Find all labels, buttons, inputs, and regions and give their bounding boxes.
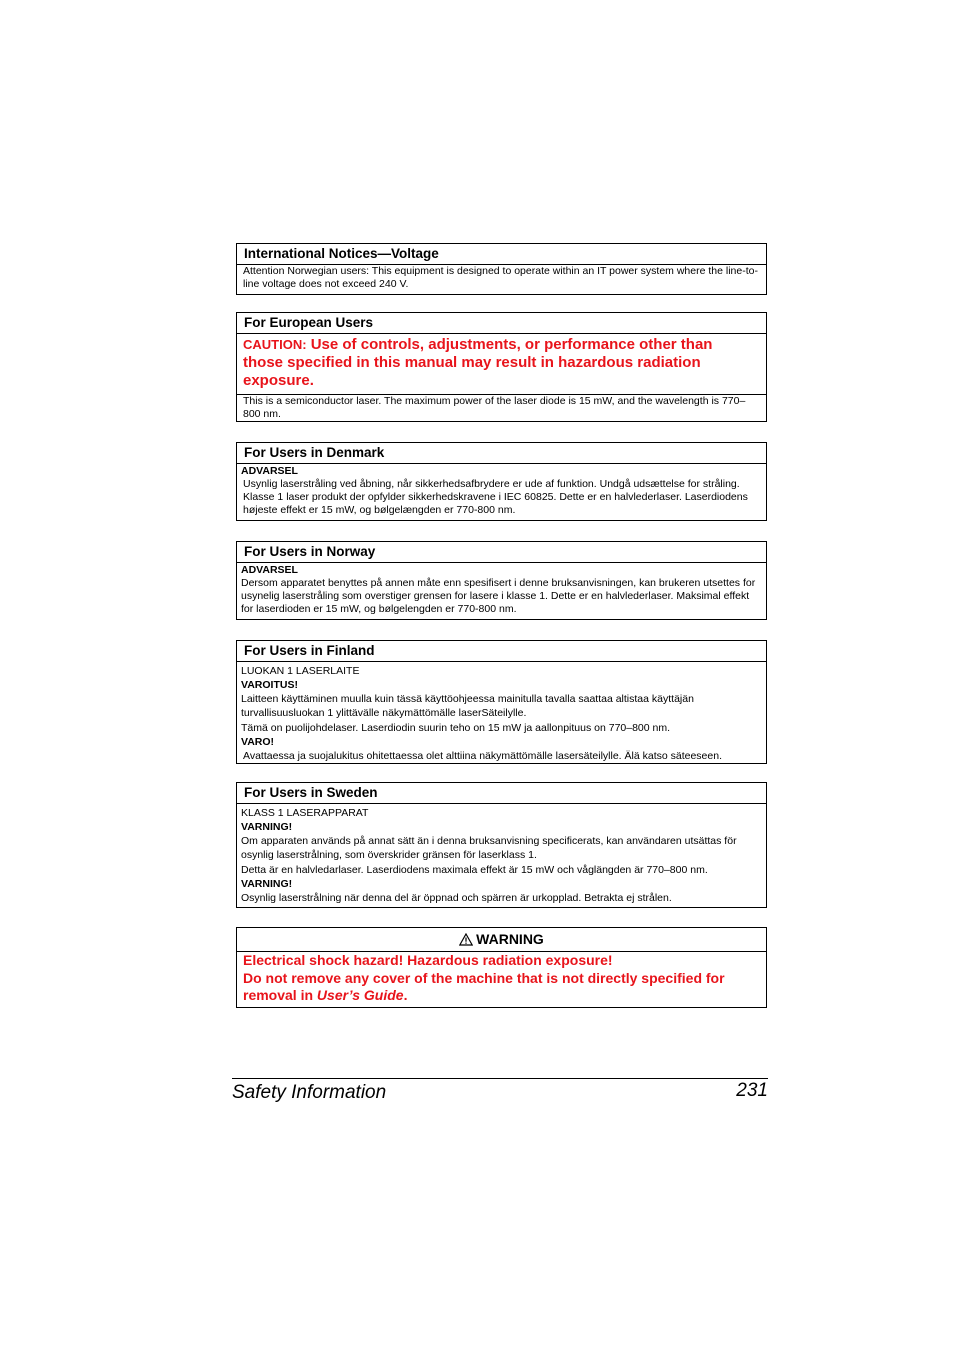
section-title: For Users in Finland [237, 641, 766, 662]
warning-header [237, 928, 766, 952]
notice-box-norway [236, 541, 767, 620]
section-content [237, 804, 766, 905]
footer-rule [232, 1078, 768, 1079]
section-title: For Users in Sweden [237, 783, 766, 804]
varning-label-2: VARNING! [241, 878, 293, 890]
class-line: KLASS 1 LASERAPPARAT [241, 807, 369, 819]
advarsel-label: ADVARSEL [241, 465, 298, 477]
section-body: Usynlig laserstråling ved åbning, når sikkerhedsafbrydere er ude af funktion. Undgå udsættelse for stråling. Klasse 1 laser produkt der opfylder sikkerhedskravene i IEC 60825. Dette er en halvlederlaser. Laserdiodens højeste effekt er 15 mW, og bølgelængden er 770-800 nm. [243, 478, 748, 516]
section-content [237, 464, 766, 517]
section-body: Dersom apparatet benyttes på annen måte enn spesifisert i denne bruksanvisningen, kan brukeren utsettes for usynelig laserstråling som overstiger grensen for lasere i klasse 1. Dette er en halvlederlaser. Maksimal effekt for laserdioden er 15 mW, og bølgelengden er 770-800 nm. [241, 577, 756, 615]
section-body-1: Laitteen käyttäminen muulla kuin tässä käyttöohjeessa mainitulla tavalla saattaa altistaa käyttäjän turvallisuusluokan 1 ylittävälle näkymättömälle laserSäteilylle. [241, 693, 694, 719]
advarsel-label: ADVARSEL [241, 564, 298, 576]
section-body-2: Detta är en halvledarlaser. Laserdiodens maximala effekt är 15 mW och våglängden är 770–800 nm. [241, 864, 708, 876]
section-title: For Users in Denmark [237, 443, 766, 464]
notice-box-european [236, 312, 767, 422]
warning-triangle-icon [459, 933, 473, 946]
section-body-2: Tämä on puolijohdelaser. Laserdiodin suurin teho on 15 mW ja aallonpituus on 770–800 nm. [241, 722, 671, 734]
page-number: 231 [736, 1080, 768, 1101]
section-body-3: Osynlig laserstrålning när denna del är öppnad och spärren är urkopplad. Betrakta ej strålen. [241, 892, 672, 904]
section-title: For European Users [237, 313, 766, 334]
caution-text: CAUTION: Use of controls, adjustments, or performance other than those specified in this manual may result in hazardous radiation exposure. [243, 336, 713, 389]
section-body-3: Avattaessa ja suojalukitus ohitettaessa olet alttiina näkymättömälle lasersäteilylle. Älä katso säteeseen. [243, 750, 722, 762]
varo-label: VARO! [241, 736, 275, 748]
notice-box-finland [236, 640, 767, 764]
varoitus-label: VAROITUS! [241, 679, 298, 691]
warning-title: WARNING [476, 931, 544, 947]
class-line: LUOKAN 1 LASERLAITE [241, 665, 360, 677]
warning-line-1: Electrical shock hazard! Hazardous radiation exposure! [243, 952, 613, 968]
warning-content [237, 952, 766, 1005]
section-body: Attention Norwegian users: This equipment is designed to operate within an IT power system where the line-to-line voltage does not exceed 240 V. [243, 265, 758, 290]
warning-box [236, 927, 767, 1008]
notice-box-sweden [236, 782, 767, 908]
section-content [237, 563, 766, 616]
footer-title: Safety Information [232, 1082, 387, 1103]
varning-label: VARNING! [241, 821, 293, 833]
section-body-1: Om apparaten används på annat sätt än i denna bruksanvisning specificerats, kan användaren utsättas för osynlig laserstrålning, som överskrider gränsen för laserklass 1. [241, 835, 737, 861]
notice-box-voltage [236, 243, 767, 295]
section-content [237, 662, 766, 763]
warning-line-2: Do not remove any cover of the machine that is not directly specified for removal in User’s Guide. [243, 969, 725, 1003]
caution-block [237, 334, 766, 394]
users-guide-title: User’s Guide [316, 987, 404, 1003]
notice-box-denmark [236, 442, 767, 521]
section-title: For Users in Norway [237, 542, 766, 563]
caution-label: CAUTION: [243, 337, 307, 352]
section-body: This is a semiconductor laser. The maximum power of the laser diode is 15 mW, and the wavelength is 770–800 nm. [237, 394, 766, 421]
section-title: International Notices—Voltage [237, 244, 766, 265]
